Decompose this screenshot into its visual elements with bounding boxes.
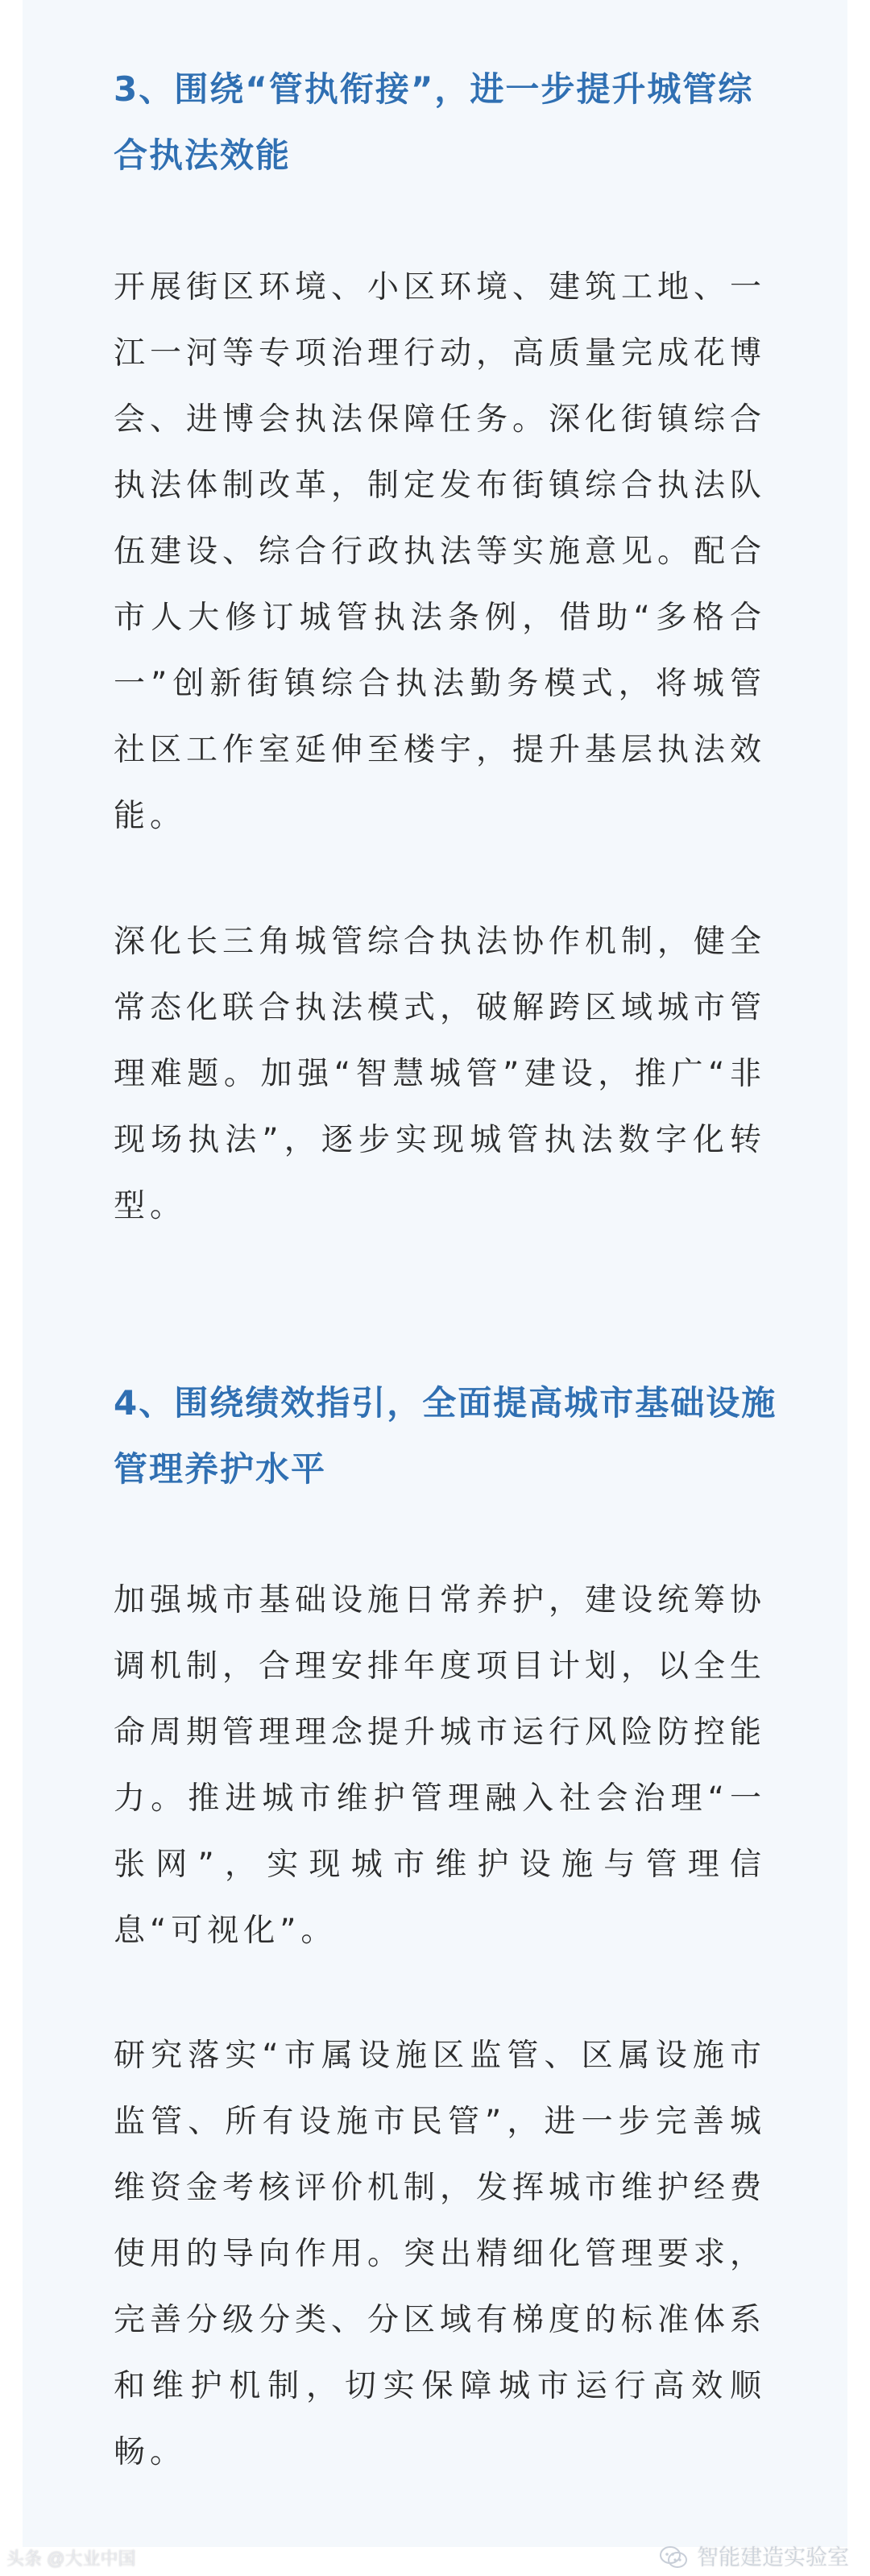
- section-3-heading: 3、围绕“管执衔接”，进一步提升城管综合执法效能: [114, 69, 754, 175]
- section-4-paragraph-2: 研究落实“市属设施区监管、区属设施市监管、所有设施市民管”，进一步完善城维资金考核评价机制，发挥城市维护经费使用的导向作用。突出精细化管理要求，完善分级分类、分区域有梯度的标准体系和维护机制，切实保障城市运行高效顺畅。: [114, 2038, 767, 2470]
- source-watermark-left: [6, 2549, 135, 2570]
- section-3-paragraph-1: 开展街区环境、小区环境、建筑工地、一江一河等专项治理行动，高质量完成花博会、进博会执法保障任务。深化街镇综合执法体制改革，制定发布街镇综合执法队伍建设、综合行政执法等实施意见。配合市人大修订城管执法条例，借助“多格合一”创新街镇综合执法勤务模式，将城管社区工作室延伸至楼宇，提升基层执法效能。: [114, 269, 767, 834]
- source-watermark-left-text: 头条 @大业中国: [6, 2549, 136, 2569]
- section-3-paragraph-2: 深化长三角城管综合执法协作机制，健全常态化联合执法模式，破解跨区域城市管理难题。加强“智慧城管”建设，推广“非现场执法”，逐步实现城管执法数字化转型。: [114, 924, 767, 1224]
- source-watermark-right-text: 智能建造实验室: [697, 2545, 849, 2570]
- wechat-icon: [658, 2544, 689, 2571]
- source-watermark-right: [658, 2544, 849, 2571]
- section-4-heading: 4、围绕绩效指引，全面提高城市基础设施管理养护水平: [114, 1383, 777, 1489]
- section-4-paragraph-1: 加强城市基础设施日常养护，建设统筹协调机制，合理安排年度项目计划，以全生命周期管理理念提升城市运行风险防控能力。推进城市维护管理融入社会治理“一张网”，实现城市维护设施与管理信息“可视化”。: [114, 1582, 767, 1949]
